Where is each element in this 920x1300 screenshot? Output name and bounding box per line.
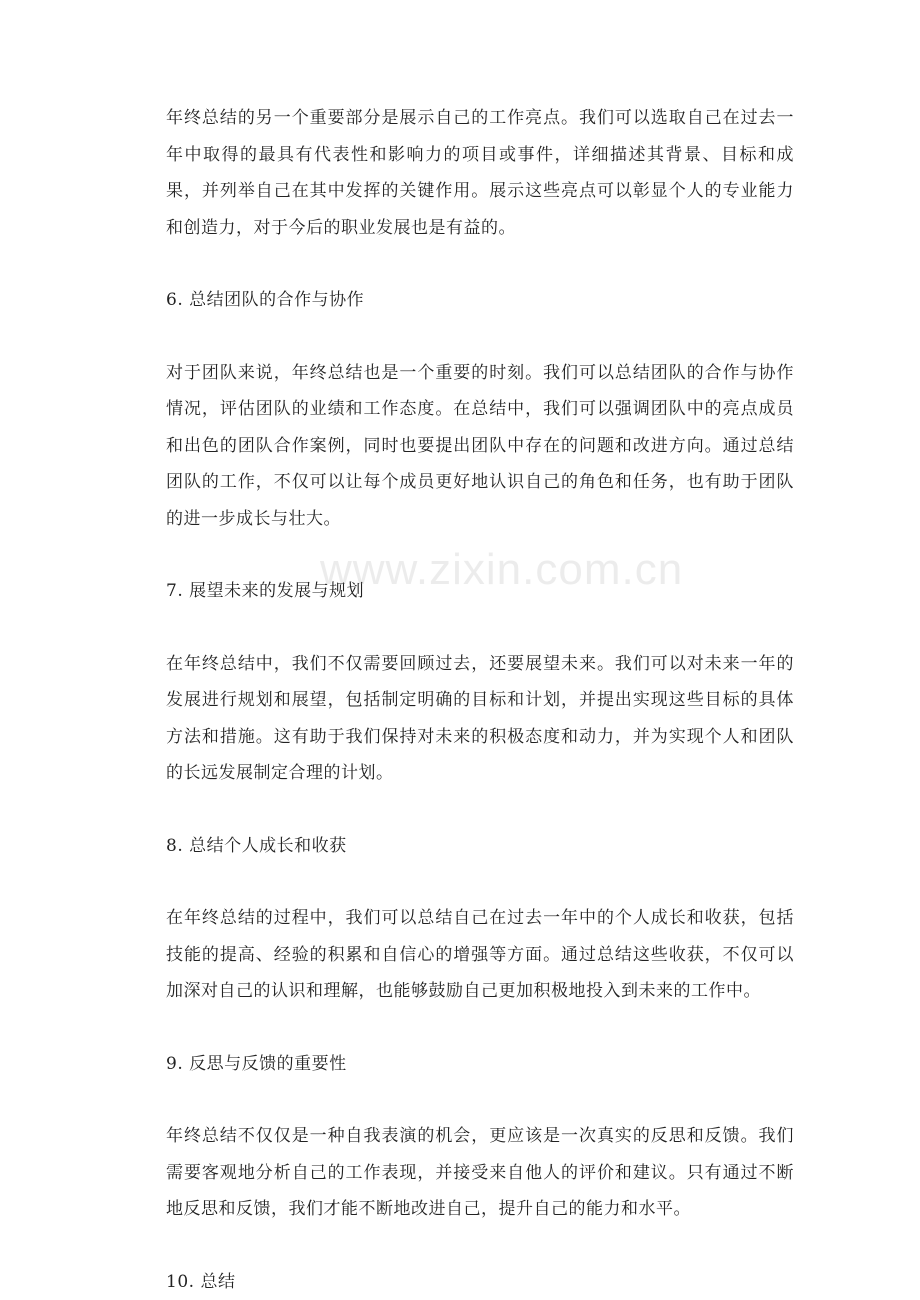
paragraph-future: 在年终总结中，我们不仅需要回顾过去，还要展望未来。我们可以对未来一年的发展进行规划和展望，包括制定明确的目标和计划，并提出实现这些目标的具体方法和措施。这有助于我们保持对未来的积极态度和动力，并为实现个人和团队的长远发展制定合理的计划。 (166, 646, 794, 792)
section-heading-10: 10. 总结 (166, 1264, 794, 1300)
section-heading-9: 9. 反思与反馈的重要性 (166, 1046, 794, 1083)
paragraph-team: 对于团队来说，年终总结也是一个重要的时刻。我们可以总结团队的合作与协作情况，评估团队的业绩和工作态度。在总结中，我们可以强调团队中的亮点成员和出色的团队合作案例，同时也要提出团队中存在的问题和改进方向。通过总结团队的工作，不仅可以让每个成员更好地认识自己的角色和任务，也有助于团队的进一步成长与壮大。 (166, 355, 794, 538)
paragraph-highlights: 年终总结的另一个重要部分是展示自己的工作亮点。我们可以选取自己在过去一年中取得的最具有代表性和影响力的项目或事件，详细描述其背景、目标和成果，并列举自己在其中发挥的关键作用。展示这些亮点可以彰显个人的专业能力和创造力，对于今后的职业发展也是有益的。 (166, 100, 794, 246)
section-heading-6: 6. 总结团队的合作与协作 (166, 282, 794, 319)
watermark: www.zixin.com.cn (320, 545, 683, 595)
paragraph-reflection: 年终总结不仅仅是一种自我表演的机会，更应该是一次真实的反思和反馈。我们需要客观地分析自己的工作表现，并接受来自他人的评价和建议。只有通过不断地反思和反馈，我们才能不断地改进自己，提升自己的能力和水平。 (166, 1118, 794, 1228)
document-page (166, 100, 794, 1300)
section-heading-8: 8. 总结个人成长和收获 (166, 828, 794, 865)
paragraph-growth: 在年终总结的过程中，我们可以总结自己在过去一年中的个人成长和收获，包括技能的提高、经验的积累和自信心的增强等方面。通过总结这些收获，不仅可以加深对自己的认识和理解，也能够鼓励自己更加积极地投入到未来的工作中。 (166, 900, 794, 1010)
section-heading-7: 7. 展望未来的发展与规划 (166, 573, 794, 610)
